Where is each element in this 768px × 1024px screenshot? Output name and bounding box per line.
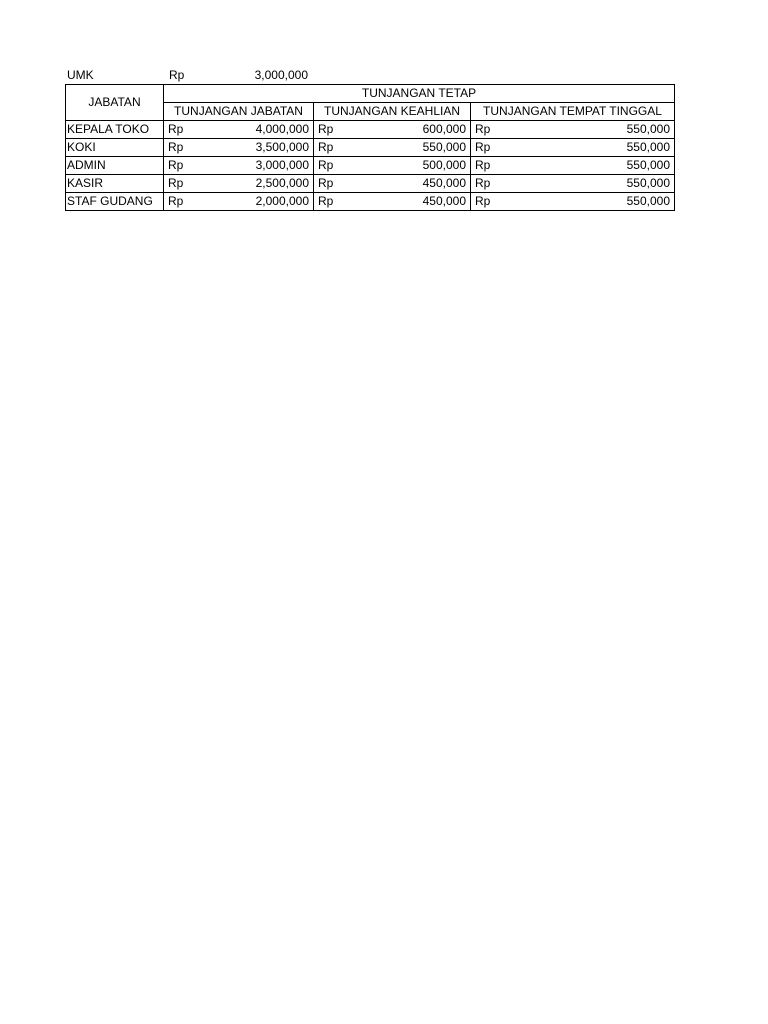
currency-label: Rp: [318, 122, 334, 136]
currency-label: Rp: [475, 176, 491, 190]
table-row: [66, 121, 675, 139]
amount-value: 600,000: [422, 122, 466, 136]
currency-label: Rp: [318, 158, 334, 172]
jabatan-cell: KEPALA TOKO: [66, 121, 164, 139]
value-cell: [471, 139, 675, 157]
jabatan-cell: KASIR: [66, 175, 164, 193]
allowance-table: [65, 84, 675, 211]
column-header-tunjangan-tempat-tinggal: TUNJANGAN TEMPAT TINGGAL: [471, 103, 675, 121]
currency-label: Rp: [475, 122, 491, 136]
currency-label: Rp: [168, 122, 184, 136]
currency-label: Rp: [475, 140, 491, 154]
umk-row: [65, 66, 311, 84]
amount-value: 450,000: [422, 194, 466, 208]
currency-label: Rp: [168, 140, 184, 154]
amount-value: 550,000: [626, 176, 670, 190]
table-row: [66, 193, 675, 211]
amount-value: 2,500,000: [255, 176, 309, 190]
amount-value: 550,000: [626, 140, 670, 154]
currency-label: Rp: [318, 194, 334, 208]
column-header-tunjangan-jabatan: TUNJANGAN JABATAN: [164, 103, 314, 121]
amount-value: 3,500,000: [255, 140, 309, 154]
value-cell: [164, 121, 314, 139]
table-row: [66, 175, 675, 193]
currency-label: Rp: [475, 194, 491, 208]
umk-amount: 3,000,000: [254, 68, 308, 82]
amount-value: 550,000: [626, 158, 670, 172]
table-row: [66, 139, 675, 157]
jabatan-header: JABATAN: [66, 85, 164, 121]
column-header-tunjangan-keahlian: TUNJANGAN KEAHLIAN: [314, 103, 471, 121]
value-cell: [314, 157, 471, 175]
value-cell: [471, 193, 675, 211]
jabatan-cell: STAF GUDANG: [66, 193, 164, 211]
currency-label: Rp: [475, 158, 491, 172]
currency-label: Rp: [168, 194, 184, 208]
value-cell: [164, 157, 314, 175]
value-cell: [164, 175, 314, 193]
amount-value: 450,000: [422, 176, 466, 190]
currency-label: Rp: [318, 176, 334, 190]
value-cell: [314, 121, 471, 139]
tunjangan-tetap-header: TUNJANGAN TETAP: [164, 85, 675, 103]
umk-currency: Rp: [169, 68, 185, 82]
value-cell: [164, 139, 314, 157]
currency-label: Rp: [318, 140, 334, 154]
value-cell: [471, 175, 675, 193]
currency-label: Rp: [168, 158, 184, 172]
value-cell: [314, 139, 471, 157]
value-cell: [314, 175, 471, 193]
amount-value: 2,000,000: [255, 194, 309, 208]
table-row: [66, 157, 675, 175]
jabatan-cell: ADMIN: [66, 157, 164, 175]
amount-value: 550,000: [626, 122, 670, 136]
amount-value: 3,000,000: [255, 158, 309, 172]
value-cell: [471, 157, 675, 175]
amount-value: 500,000: [422, 158, 466, 172]
header-row-group: [66, 85, 675, 103]
amount-value: 550,000: [422, 140, 466, 154]
value-cell: [471, 121, 675, 139]
umk-label: UMK: [67, 68, 94, 82]
amount-value: 550,000: [626, 194, 670, 208]
value-cell: [164, 193, 314, 211]
jabatan-cell: KOKI: [66, 139, 164, 157]
amount-value: 4,000,000: [255, 122, 309, 136]
currency-label: Rp: [168, 176, 184, 190]
value-cell: [314, 193, 471, 211]
